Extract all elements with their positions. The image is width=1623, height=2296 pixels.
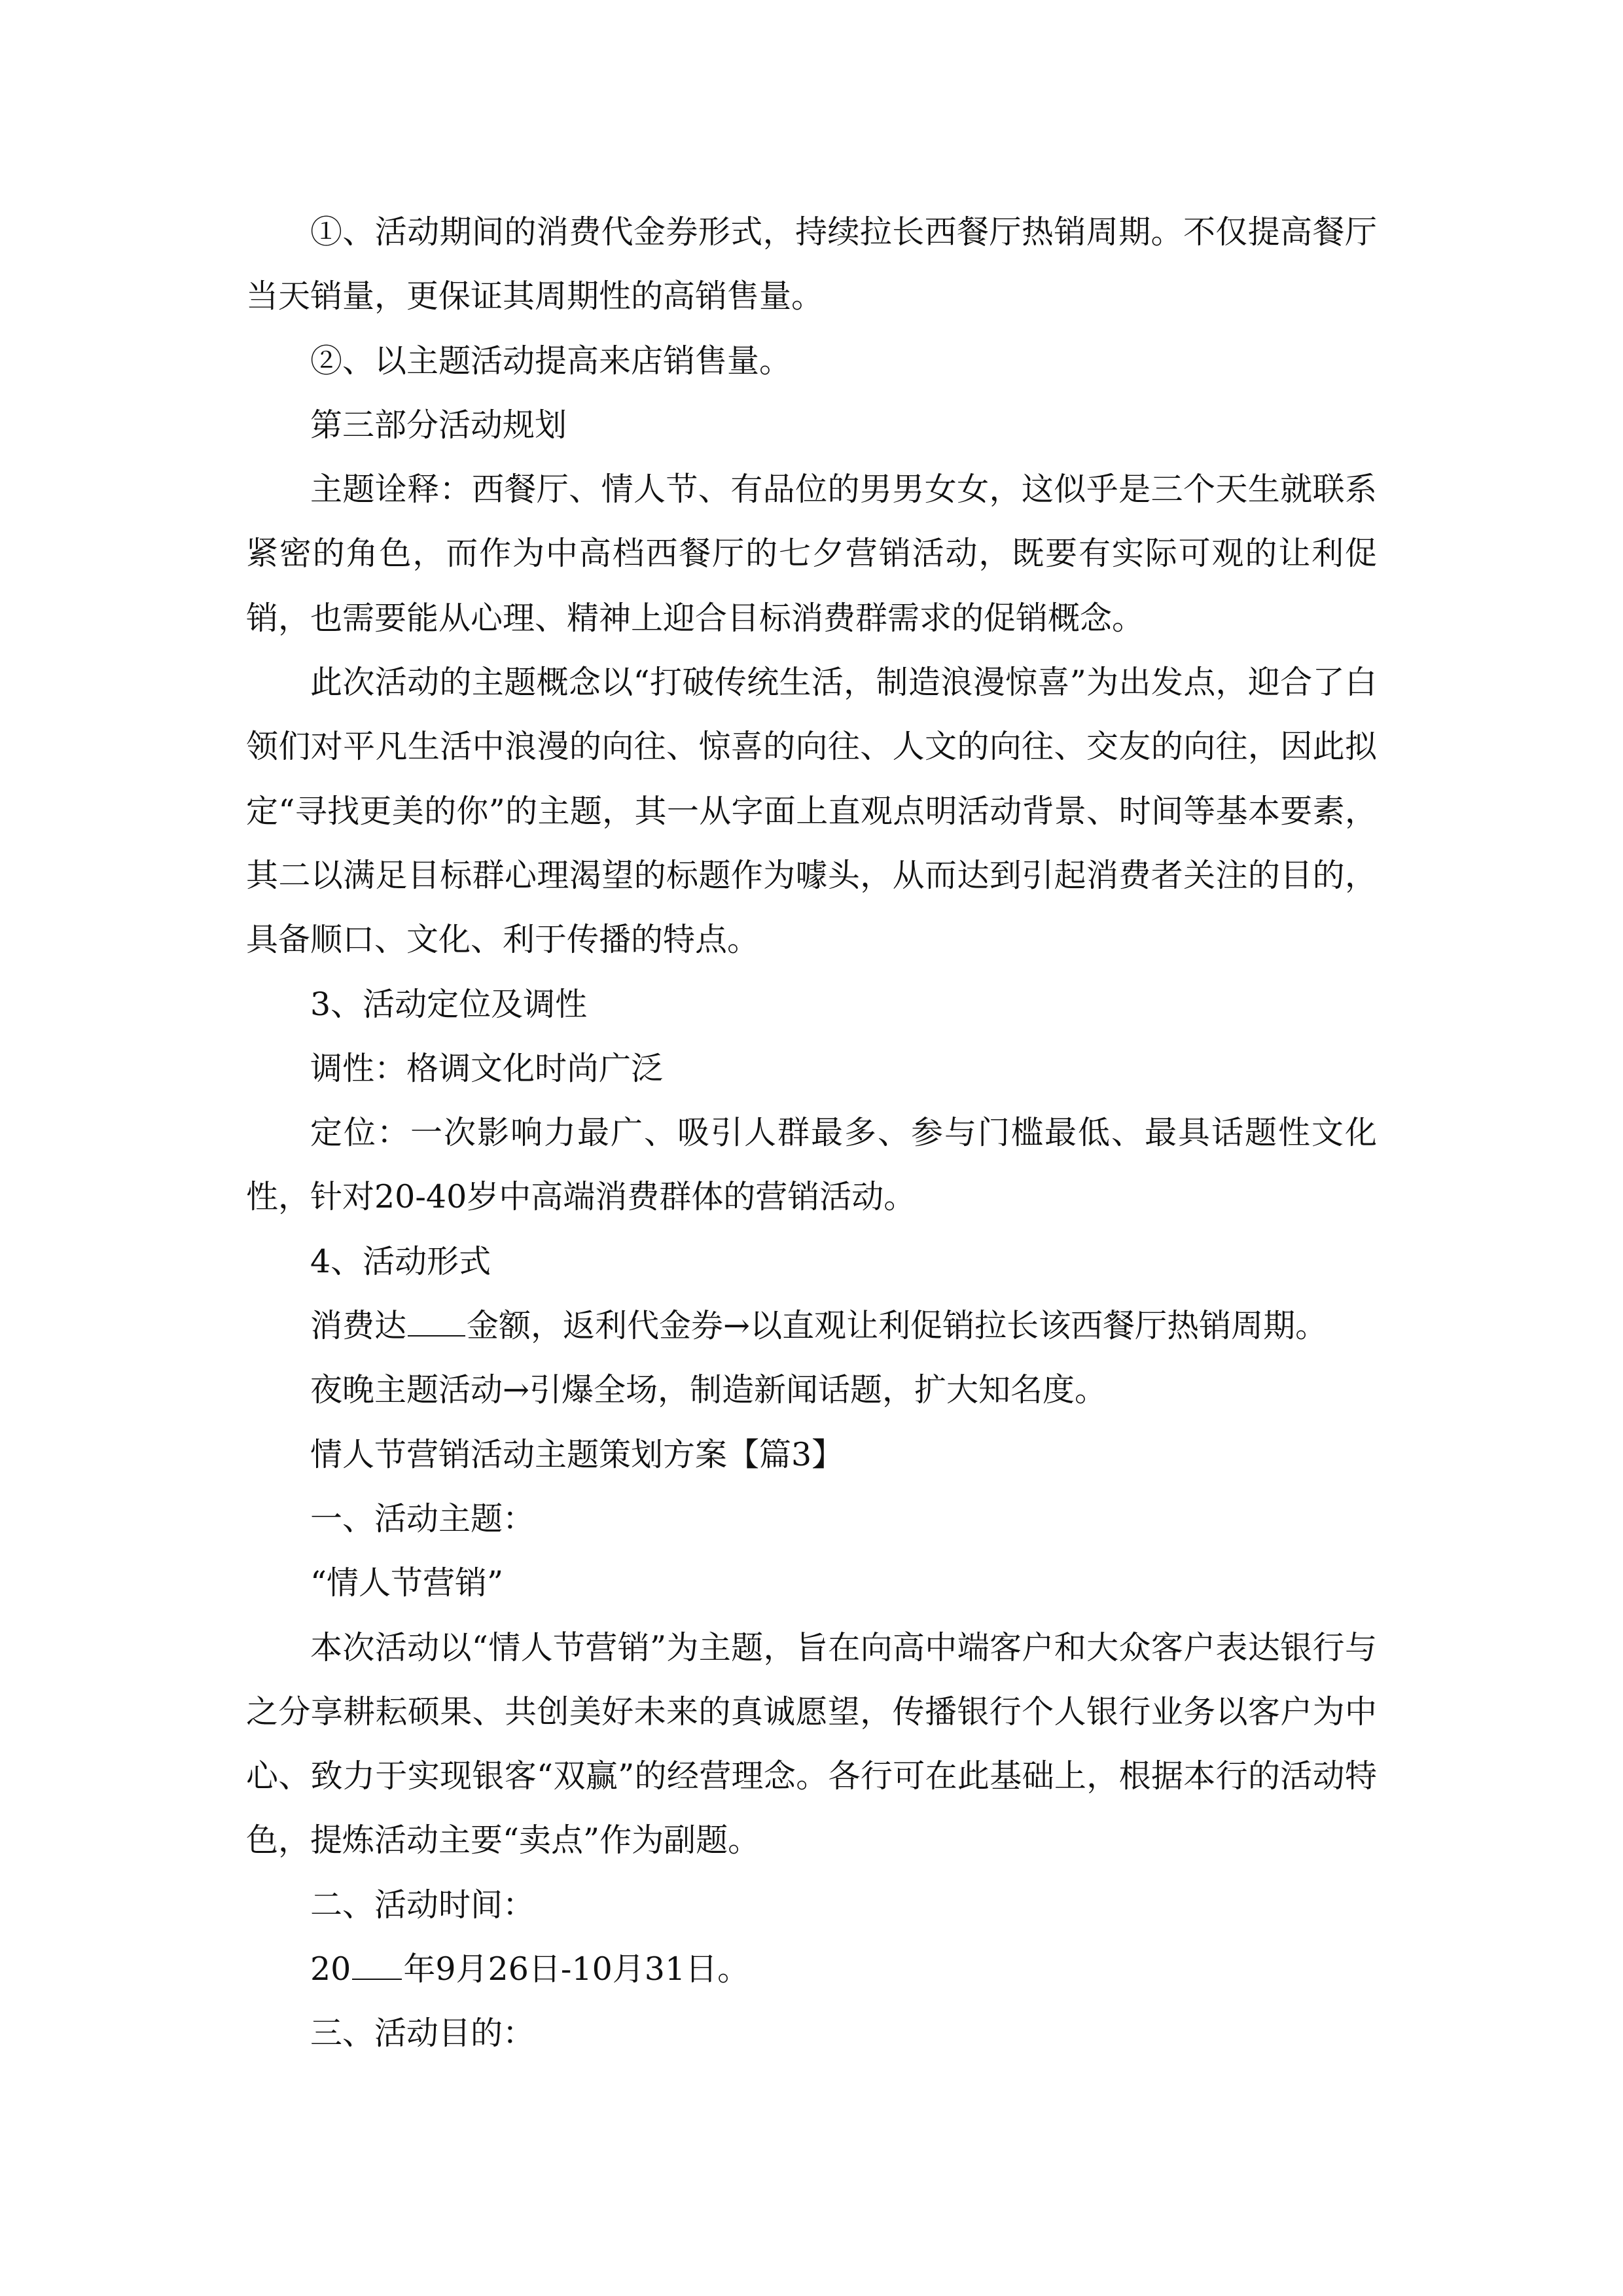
fill-in-blank xyxy=(408,1308,465,1336)
date-text-after: 年9月26日-10月31日。 xyxy=(403,1950,750,1988)
paragraph: 本次活动以“情人节营销”为主题，旨在向高中端客户和大众客户表达银行与之分享耕耘硕果、共创美好未来的真诚愿望，传播银行个人银行业务以客户为中心、致力于实现银客“双赢”的经营理念。各行可在此基础上，根据本行的活动特色，提炼活动主要“卖点”作为副题。 xyxy=(246,1628,1377,1859)
paragraph: 主题诠释：西餐厅、情人节、有品位的男男女女，这似乎是三个天生就联系紧密的角色，而作为中高档西餐厅的七夕营销活动，既要有实际可观的让利促销，也需要能从心理、精神上迎合目标消费群需求的促销概念。 xyxy=(246,471,1377,637)
paragraph-consumption xyxy=(246,1294,1377,1358)
consumption-text-before: 消费达 xyxy=(310,1307,407,1345)
paragraph: 调性：格调文化时尚广泛 xyxy=(310,1049,664,1087)
section-heading: 第三部分活动规划 xyxy=(310,406,567,444)
paragraph: ②、以主题活动提高来店销售量。 xyxy=(310,342,792,380)
paragraph: 定位：一次影响力最广、吸引人群最多、参与门槛最低、最具话题性文化性，针对20-40岁中高端消费群体的营销活动。 xyxy=(246,1114,1377,1216)
subsection-heading: 3、活动定位及调性 xyxy=(310,985,588,1023)
paragraph: 夜晚主题活动→引爆全场，制造新闻话题，扩大知名度。 xyxy=(310,1371,1107,1409)
section-heading: 二、活动时间： xyxy=(310,1886,535,1924)
article-title: 情人节营销活动主题策划方案【篇3】 xyxy=(310,1435,844,1473)
section-heading: 三、活动目的： xyxy=(310,2015,535,2053)
paragraph: ①、活动期间的消费代金券形式，持续拉长西餐厅热销周期。不仅提高餐厅当天销量，更保证其周期性的高销售量。 xyxy=(246,213,1377,315)
consumption-text-after: 金额，返利代金券→以直观让利促销拉长该西餐厅热销周期。 xyxy=(467,1307,1328,1345)
fill-in-blank xyxy=(352,1951,402,1980)
paragraph-date xyxy=(246,1937,1377,2001)
paragraph: 此次活动的主题概念以“打破传统生活，制造浪漫惊喜”为出发点，迎合了白领们对平凡生活中浪漫的向往、惊喜的向往、人文的向往、交友的向往，因此拟定“寻找更美的你”的主题，其一从字面上直观点明活动背景、时间等基本要素，其二以满足目标群心理渴望的标题作为噱头，从而达到引起消费者关注的目的，具备顺口、文化、利于传播的特点。 xyxy=(246,664,1377,959)
theme-quote: “情人节营销” xyxy=(310,1564,504,1602)
date-text-before: 20 xyxy=(310,1950,351,1988)
document-body xyxy=(246,200,1377,2066)
section-heading: 一、活动主题： xyxy=(310,1499,535,1537)
subsection-heading: 4、活动形式 xyxy=(310,1242,491,1280)
